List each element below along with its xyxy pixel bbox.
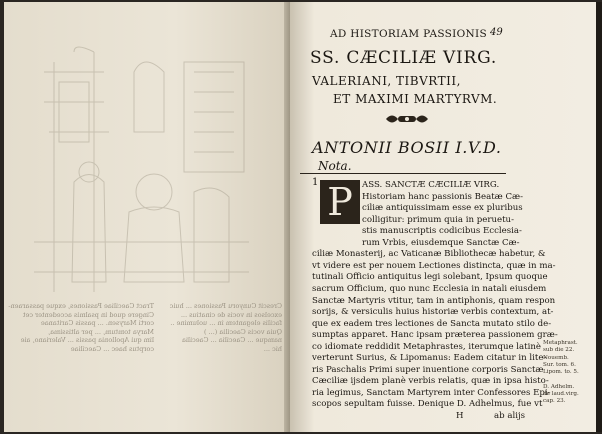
marginal-note: Sur. tom. 6. (543, 361, 576, 368)
marginal-note: Nouemb. (543, 354, 569, 361)
body-line: sorijs, & versiculis huius historiæ verbis contextum, at- (312, 307, 554, 318)
signature-mark: H (456, 411, 464, 421)
marginal-note: de laud.virg. (543, 391, 579, 398)
body-line: ciliæ antiquissimam esse ex pluribus (362, 203, 523, 214)
body-line: sumptas apparet. Hanc ipsam præterea passionem græ- (312, 330, 558, 341)
body-line: ris Paschalis Primi super inuentione corporis Sanctæ (312, 364, 544, 375)
body-line: que ex eadem tres lectiones de Sancta mutato stilo de- (312, 318, 552, 329)
heading-rule (300, 173, 506, 174)
body-line: vt videre est per nouem Lectiones distincta, quæ in ma- (312, 260, 556, 271)
left-page (4, 2, 290, 432)
body-line: Cæciliæ ijsdem planè verbis relatis, quæ in ipsa histo- (312, 376, 549, 387)
author-heading: ANTONII BOSII I.V.D. (312, 138, 502, 157)
body-line: Sanctæ Martyris vtitur, tam in antiphonis, quam respon (312, 295, 556, 306)
folio-number: 49 (490, 27, 503, 38)
body-line: verterunt Surius, & Lipomanus: Eadem citatur in lite- (312, 353, 547, 364)
marginal-note: cap. 23. (543, 398, 566, 405)
initial-letter: P (327, 180, 353, 224)
body-line: ASS. SANCTÆ CÆCILIÆ VIRG. (362, 180, 500, 190)
show-through-text-right: Crescit Cunyoru Passiones ... huic excelsos in vocis de cinatius ... facilis elegantem in ... uolumine .. Quia vocis Caecilia (... ) namque ... Caecilia ... Caecilia hic ... (169, 302, 282, 353)
body-line: tutinali Officio antiquitus legi solebant, Ipsum quoque (312, 272, 548, 283)
body-line: scopos sepultam fuisse. Denique D. Adhelmus, fue vt (312, 399, 543, 410)
page-edge (596, 2, 602, 432)
body-line: colligitur: primum quia in peruetu- (362, 214, 514, 225)
body-line: rum Vrbis, eiusdemque Sanctæ Cæ- (362, 237, 520, 248)
marginal-note: Lipom. to. 5. (543, 369, 579, 376)
body-line: ciliæ Monasterij, ac Vaticanæ Bibliothecæ habetur, & (312, 249, 546, 260)
marginal-note: D. Adhelm. (543, 383, 575, 390)
heading-line-4: ET MAXIMI MARTYRVM. (333, 92, 498, 106)
nota-heading: Nota. (318, 159, 352, 173)
body-line: ria legimus, Sanctam Martyrem inter Confessores Epi- (312, 387, 551, 398)
marginal-note: sub die 22. (543, 347, 575, 354)
paragraph-marker: 1 (312, 177, 319, 188)
body-line: sacrum Officium, quo nunc Ecclesia in natali eiusdem (312, 283, 547, 294)
catchword: ab alijs (494, 411, 526, 421)
decorated-initial (320, 180, 360, 224)
show-through-engraving (34, 42, 249, 292)
heading-line-1: AD HISTORIAM PASSIONIS (330, 28, 487, 40)
printers-ornament (384, 111, 430, 127)
show-through-text-left: Tract Caeciliae Passiones, exque passaraen- Cingere quod in psalmis accedenter cet corti Marysen. ... passis Caritanae Marya tomtum, ... per altissima, lim qui Apollonia passis ... Valeriano, aie corptus haec ... Caeciliae (8, 302, 154, 353)
heading-line-3: VALERIANI, TIBVRTII, (312, 74, 461, 88)
marginal-note: Metaphrast. (543, 340, 578, 346)
body-line: co idiomate reddidit Metaphrastes, iterumque latinè (312, 341, 541, 352)
body-line: Historiam hanc passionis Beatæ Cæ- (362, 191, 524, 202)
body-line: stis manuscriptis codicibus Ecclesia- (362, 226, 522, 237)
heading-line-2: SS. CÆCILIÆ VIRG. (310, 48, 498, 68)
